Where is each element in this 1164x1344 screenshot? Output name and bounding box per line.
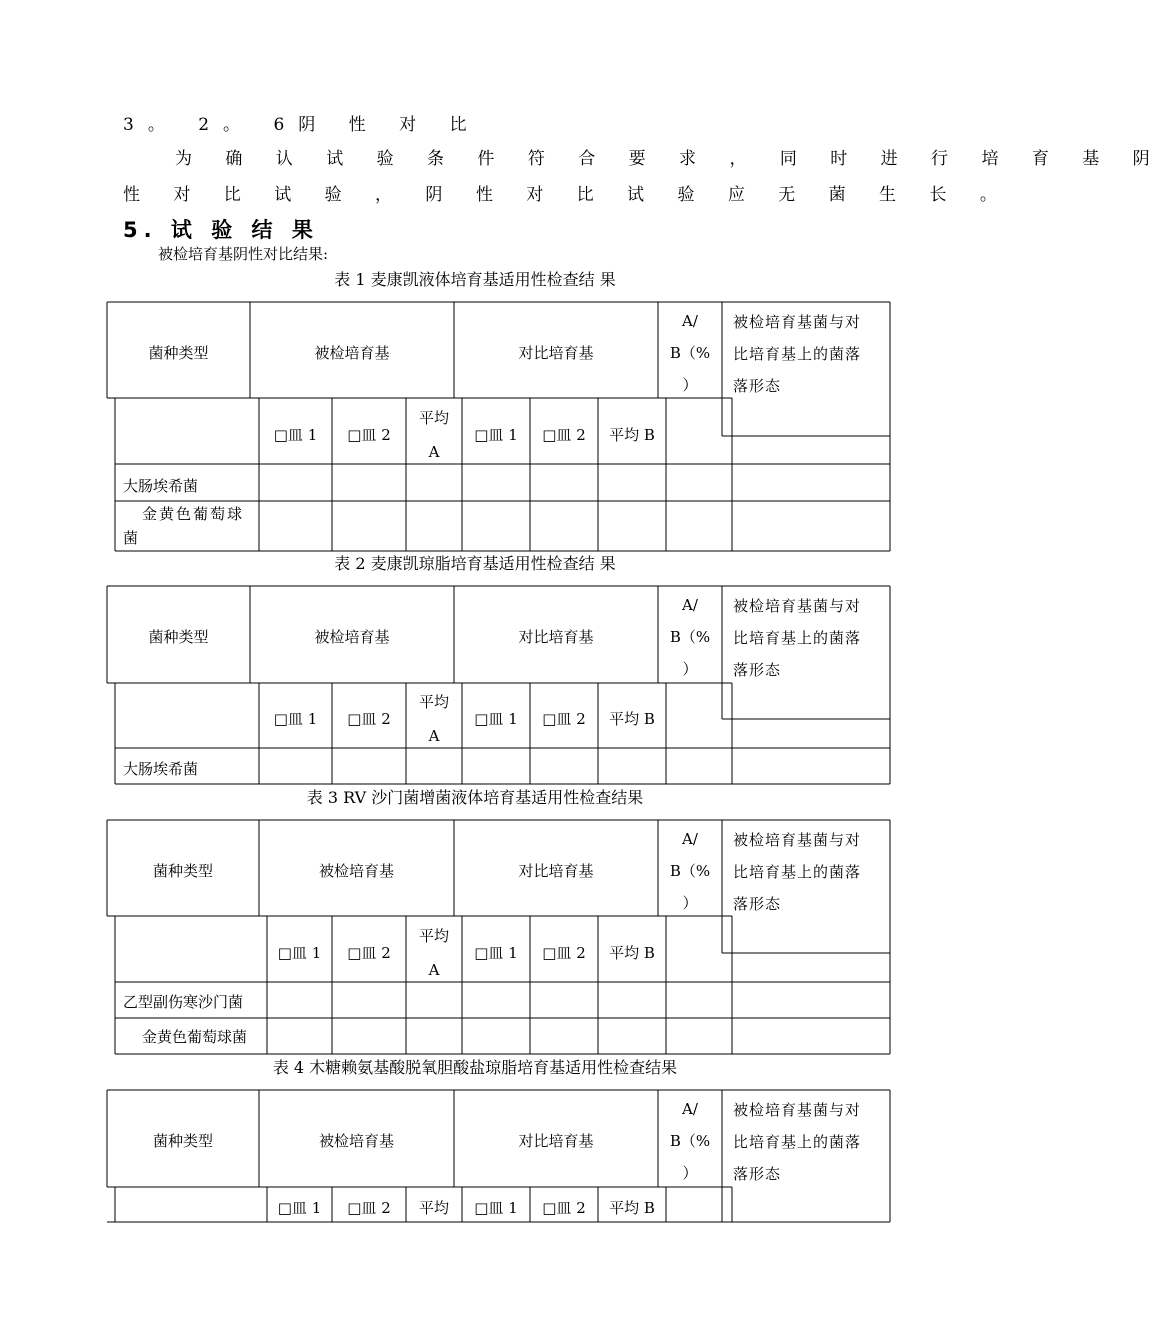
header-average-a-line1: 平均 [418, 693, 449, 711]
header-control-medium: 对比培育基 [518, 862, 594, 880]
header-species: 菌种类型 [152, 862, 213, 880]
table-4-caption: 表 4 木糖赖氨基酸脱氧胆酸盐琼脂培育基适用性检查结果 [272, 1058, 678, 1077]
row-species: 乙型副伤寒沙门菌 [123, 993, 244, 1011]
header-morphology-line3: 落形态 [733, 377, 782, 395]
header-dish2-tested: □皿 2 [347, 944, 391, 962]
header-average-b: 平均 B [609, 710, 655, 728]
header-dish1-tested: □皿 1 [277, 944, 322, 962]
header-morphology-line3: 落形态 [733, 661, 782, 679]
header-average-a-line1: 平均 [418, 409, 449, 427]
header-dish2-control: □皿 2 [542, 426, 586, 444]
header-dish2-tested: □皿 2 [347, 1199, 391, 1217]
header-dish1-control: □皿 1 [474, 1199, 518, 1217]
header-dish1-tested: □皿 1 [273, 426, 318, 444]
header-average-a-line1: 平均 [418, 927, 449, 945]
intro-text: 被检培育基阴性对比结果: [158, 245, 329, 263]
header-average-a-line2: A [428, 443, 440, 461]
header-dish2-control: □皿 2 [542, 710, 586, 728]
header-dish2-control: □皿 2 [542, 1199, 586, 1217]
table-2-grid [107, 586, 890, 784]
header-morphology-line2: 比培育基上的菌落 [733, 345, 862, 363]
header-dish1-control: □皿 1 [474, 426, 518, 444]
header-tested-medium: 被检培育基 [314, 344, 390, 362]
header-dish1-tested: □皿 1 [277, 1199, 322, 1217]
header-ratio-line1: A/ [682, 596, 698, 614]
header-morphology-line1: 被检培育基菌与对 [733, 1101, 862, 1119]
table-3-caption: 表 3 RV 沙门菌增菌液体培育基适用性检查结果 [306, 788, 644, 807]
paragraph-line-1: 为 确 认 试 验 条 件 符 合 要 求 ， 同 时 进 行 培 育 基 阴 [175, 149, 1164, 169]
header-morphology-line2: 比培育基上的菌落 [733, 629, 862, 647]
header-morphology-line2: 比培育基上的菌落 [733, 1133, 862, 1151]
paragraph-line-2: 性 对 比 试 验 ， 阴 性 对 比 试 验 应 无 菌 生 长 。 [123, 185, 1011, 205]
header-average-a-line1: 平均 [418, 1199, 449, 1217]
header-ratio-line2: B（% [669, 344, 711, 362]
header-ratio-line2: B（% [669, 1132, 711, 1150]
header-tested-medium: 被检培育基 [318, 862, 394, 880]
header-control-medium: 对比培育基 [518, 628, 594, 646]
header-dish1-control: □皿 1 [474, 944, 518, 962]
header-ratio-line2: B（% [669, 862, 711, 880]
header-morphology-line1: 被检培育基菌与对 [733, 313, 862, 331]
table-2-caption: 表 2 麦康凯琼脂培育基适用性检查结 果 [334, 554, 616, 573]
header-ratio-line3: ） [682, 894, 698, 912]
row-species: 大肠埃希菌 [123, 760, 199, 778]
header-average-a-line2: A [428, 961, 440, 979]
header-ratio-line1: A/ [682, 312, 698, 330]
header-morphology-line3: 落形态 [733, 1165, 782, 1183]
header-ratio-line3: ） [682, 660, 698, 678]
header-dish2-tested: □皿 2 [347, 426, 391, 444]
header-average-b: 平均 B [609, 426, 655, 444]
header-ratio-line3: ） [682, 1164, 698, 1182]
header-dish2-control: □皿 2 [542, 944, 586, 962]
header-dish1-control: □皿 1 [474, 710, 518, 728]
header-morphology-line3: 落形态 [733, 895, 782, 913]
header-ratio-line2: B（% [669, 628, 711, 646]
header-tested-medium: 被检培育基 [314, 628, 390, 646]
section-heading-results: 5. 试 验 结 果 [123, 218, 319, 242]
table-3-grid [107, 820, 890, 1054]
header-ratio-line1: A/ [682, 830, 698, 848]
header-control-medium: 对比培育基 [518, 1132, 594, 1150]
row-species: 金黄色葡萄球 [142, 505, 245, 523]
header-ratio-line3: ） [682, 376, 698, 394]
table-1-caption: 表 1 麦康凯液体培育基适用性检查结 果 [334, 270, 616, 289]
header-dish2-tested: □皿 2 [347, 710, 391, 728]
row-species: 大肠埃希菌 [123, 477, 199, 495]
header-ratio-line1: A/ [682, 1100, 698, 1118]
header-morphology-line1: 被检培育基菌与对 [733, 597, 862, 615]
row-species-wrap: 菌 [123, 529, 139, 547]
header-average-b: 平均 B [609, 944, 655, 962]
header-dish1-tested: □皿 1 [273, 710, 318, 728]
header-tested-medium: 被检培育基 [318, 1132, 394, 1150]
row-species: 金黄色葡萄球菌 [142, 1028, 248, 1046]
header-species: 菌种类型 [148, 628, 209, 646]
header-morphology-line2: 比培育基上的菌落 [733, 863, 862, 881]
header-species: 菌种类型 [152, 1132, 213, 1150]
subheading-negative-control: 3。 2。 6阴 性 对 比 [123, 115, 481, 135]
header-morphology-line1: 被检培育基菌与对 [733, 831, 862, 849]
header-average-b: 平均 B [609, 1199, 655, 1217]
header-species: 菌种类型 [148, 344, 209, 362]
header-average-a-line2: A [428, 727, 440, 745]
header-control-medium: 对比培育基 [518, 344, 594, 362]
